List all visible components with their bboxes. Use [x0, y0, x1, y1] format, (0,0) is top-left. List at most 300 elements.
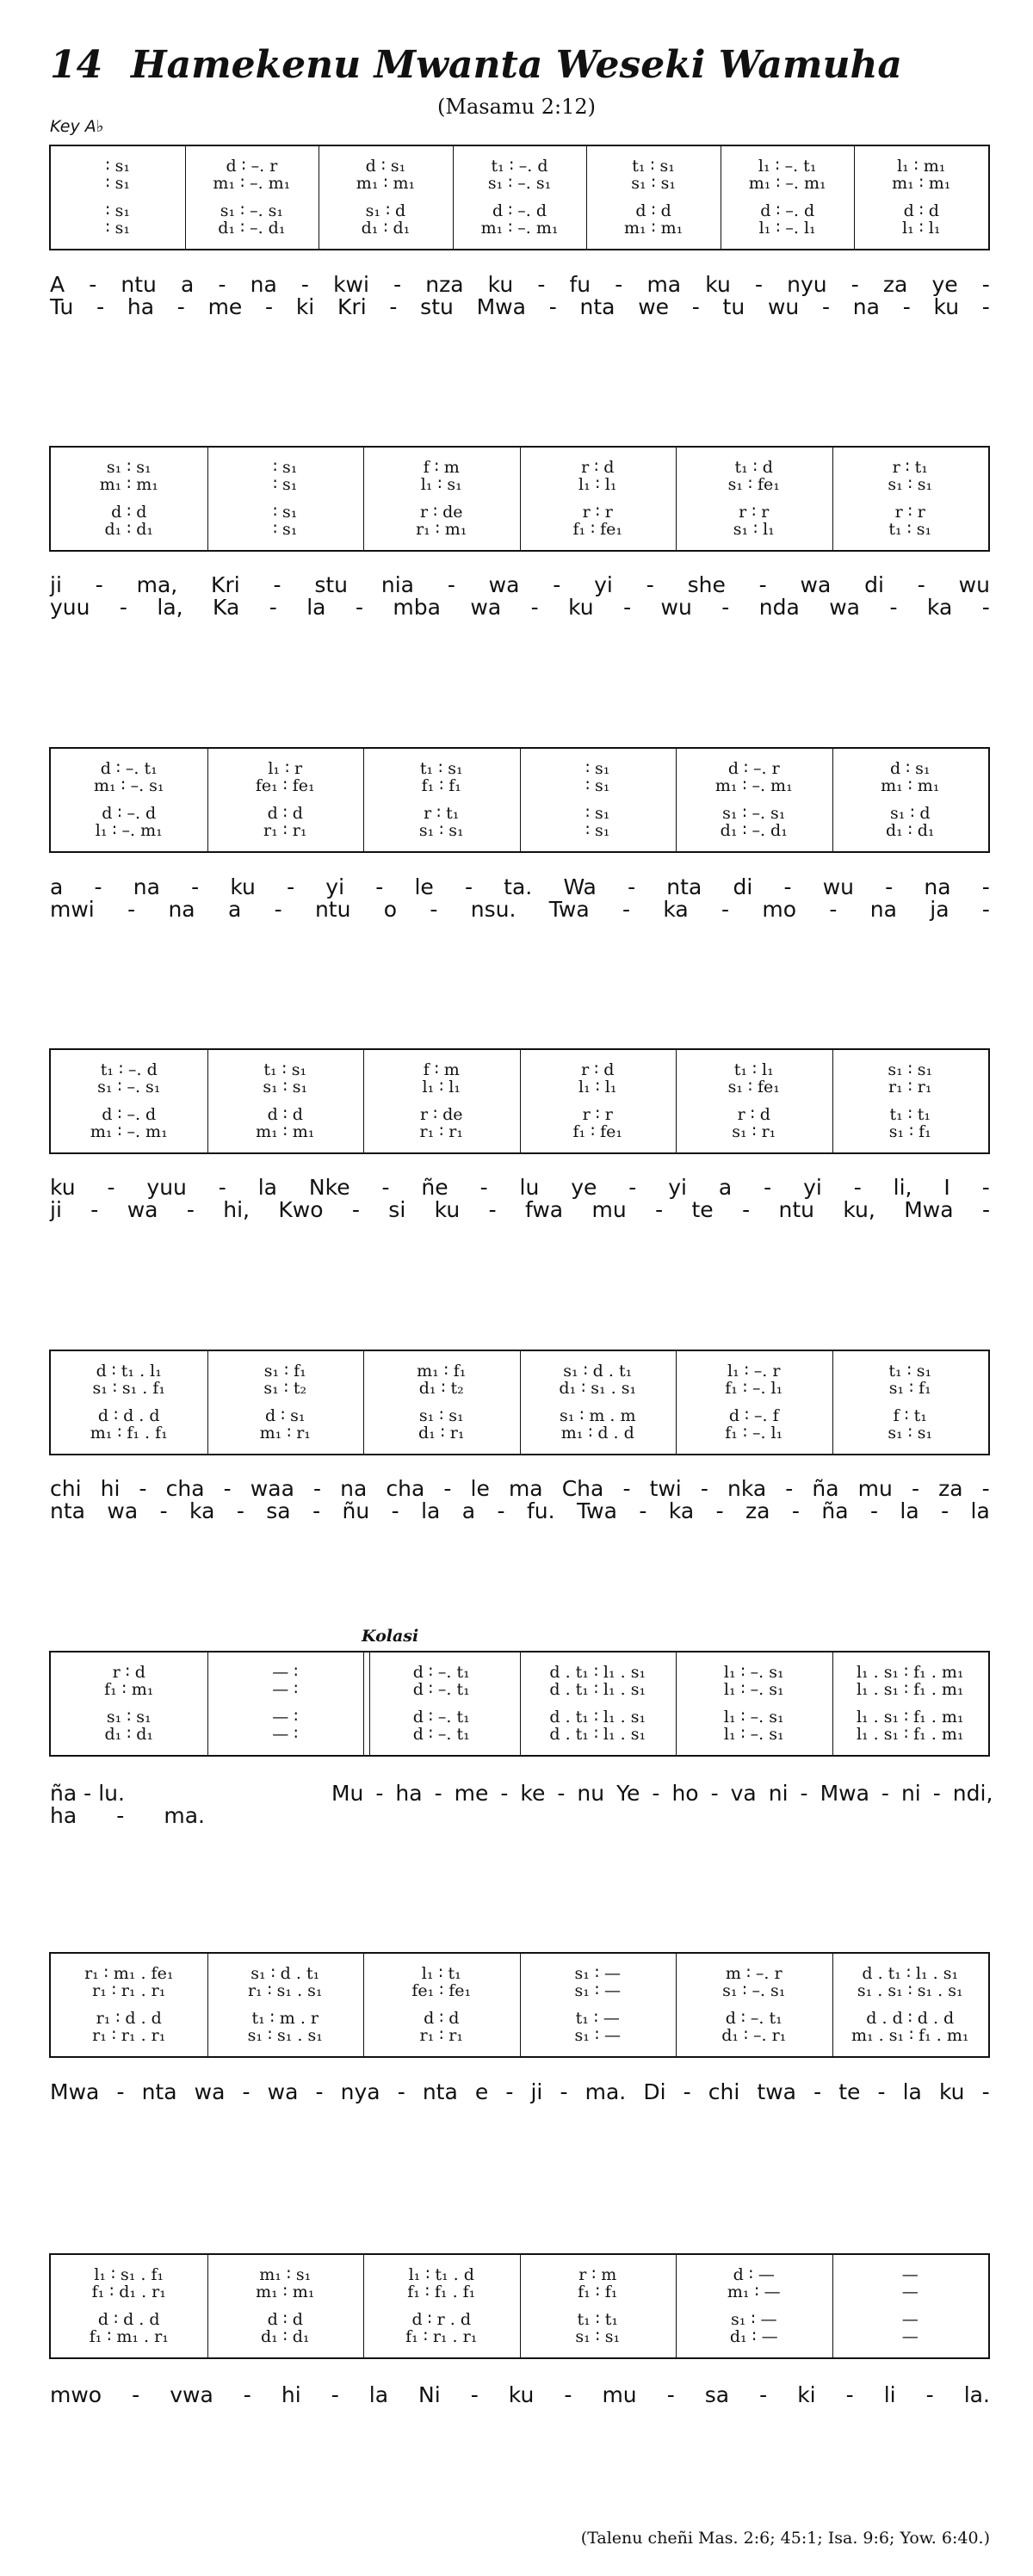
lyric-syllable: ni	[768, 1781, 789, 1806]
lyric-syllable: ma,	[136, 572, 178, 597]
measure-notes: r ∶ de	[419, 503, 463, 522]
lyric-syllable: nu	[577, 1781, 605, 1806]
lyric-syllable: kwi	[333, 272, 369, 297]
voice-line	[51, 2011, 988, 2027]
lyric-syllable: -	[981, 1175, 990, 1200]
measure-notes: d . t₁ ∶ l₁ . s₁	[549, 1725, 646, 1744]
lyric-syllable: o	[383, 897, 398, 922]
measure-notes: m₁ ∶ –. m₁	[748, 174, 826, 193]
measure-notes: s₁ ∶ m . m	[559, 1406, 636, 1425]
lyric-syllable: -	[557, 1781, 566, 1806]
lyric-line	[50, 1781, 993, 1806]
measure-notes: l₁ ∶ –. t₁	[758, 157, 817, 176]
lyric-syllable: la	[306, 595, 326, 620]
voice-line	[51, 1709, 988, 1726]
lyric-syllable: Mu	[331, 1781, 364, 1806]
lyric-syllable: -	[391, 1498, 399, 1523]
lyric-syllable: -	[623, 595, 632, 620]
notation-system	[49, 1952, 990, 2058]
lyric-syllable: -	[505, 2079, 514, 2104]
lyric-syllable: -	[932, 1781, 941, 1806]
lyric-syllable: -	[622, 897, 631, 922]
lyric-syllable: Twa	[577, 1498, 617, 1523]
measure-notes: d ∶ –. d	[760, 201, 815, 220]
lyric-line	[50, 1177, 990, 1198]
measure-notes: fe₁ ∶ fe₁	[255, 776, 315, 795]
measure-notes: d ∶ d	[635, 201, 671, 220]
lyric-syllable: -	[84, 1781, 92, 1806]
measure-notes: r₁ ∶ s₁ . s₁	[247, 1981, 323, 2000]
lyric-syllable: she	[687, 572, 726, 597]
lyric-syllable: Ni	[418, 2382, 441, 2407]
measure-notes: ∶ s₁	[585, 804, 610, 823]
lyric-syllable: yuu	[146, 1175, 187, 1200]
lyric-syllable: nta	[666, 874, 702, 899]
lyric-syllable: -	[381, 1175, 390, 1200]
lyric-syllable: -	[639, 1498, 647, 1523]
lyric-syllable: wa	[194, 2079, 226, 2104]
measure-notes: f₁ ∶ fe₁	[572, 1122, 623, 1141]
measure-notes: f₁ ∶ f₁ . f₁	[407, 2283, 476, 2301]
measure-notes: s₁ ∶ fe₁	[727, 1078, 780, 1096]
voice-line	[51, 1966, 988, 1982]
measure-notes: d ∶ d	[267, 2310, 303, 2329]
lyric-syllable: Mwa	[820, 1781, 869, 1806]
measure-notes: s₁ ∶ s₁	[888, 1060, 933, 1079]
voice-line	[51, 806, 988, 822]
measure-notes: r ∶ r	[894, 503, 925, 522]
lyric-syllable: -	[479, 1175, 488, 1200]
lyric-line	[50, 274, 990, 295]
measure-notes: r ∶ d	[112, 1663, 145, 1682]
measure-notes: d ∶ –. t₁	[412, 1680, 470, 1699]
lyric-syllable: yuu	[50, 595, 90, 620]
lyric-syllable: -	[925, 2382, 934, 2407]
lyric-syllable: na	[168, 897, 195, 922]
measure-notes: l₁ ∶ t₁	[421, 1964, 461, 1983]
measure-notes: r₁ ∶ r₁	[888, 1078, 932, 1096]
lyric-syllable: -	[537, 272, 546, 297]
measure-notes: s₁ ∶ s₁	[418, 1406, 464, 1425]
lyric-syllable: ji	[50, 1197, 62, 1222]
measure-notes: l₁ ∶ s₁	[420, 475, 462, 494]
lyric-syllable: yi	[803, 1175, 822, 1200]
measure-notes: t₁ ∶ –. d	[100, 1060, 158, 1079]
lyric-syllable: stu	[420, 294, 454, 319]
measure-notes: s₁ ∶ s₁	[106, 1708, 152, 1727]
lyric-syllable: la.	[963, 2382, 990, 2407]
lyric-syllable: ku	[230, 874, 256, 899]
lyric-syllable: wa	[829, 595, 861, 620]
lyric-syllable: -	[119, 595, 127, 620]
voice-line	[51, 477, 988, 493]
lyric-syllable: cha	[165, 1476, 205, 1501]
lyric-line	[50, 574, 990, 596]
measure-notes: m₁ ∶ m₁	[256, 2283, 315, 2301]
measure-notes: m₁ ∶ s₁	[259, 2265, 312, 2284]
measure-notes: ∶ s₁	[585, 759, 610, 778]
measure-notes: ∶ s₁	[105, 157, 130, 176]
lyric-syllable: la	[257, 1175, 277, 1200]
lyric-syllable: -	[89, 272, 97, 297]
measure-notes: d . d ∶ d . d	[866, 2009, 955, 2028]
lyric-syllable: wu	[958, 572, 990, 597]
measure-notes: m₁ ∶ m₁	[356, 174, 416, 193]
lyric-syllable: le	[470, 1476, 490, 1501]
measure-notes: m₁ ∶ –. m₁	[480, 219, 559, 238]
measure-notes: t₁ ∶ s₁	[888, 1362, 932, 1381]
voice-line	[51, 504, 988, 521]
lyric-syllable: waa	[250, 1476, 294, 1501]
measure-notes: l₁ ∶ l₁	[422, 1078, 461, 1096]
lyric-syllable: Mwa	[476, 294, 526, 319]
lyric-syllable: -	[312, 1476, 322, 1501]
chorus-label: Kolasi	[362, 1627, 419, 1646]
hymn-number: 14	[50, 43, 103, 87]
lyric-syllable: hi	[281, 2382, 301, 2407]
measure-notes: r₁ ∶ m₁	[416, 520, 467, 539]
lyric-syllable: ha	[127, 294, 155, 319]
lyric-line	[50, 876, 990, 898]
lyric-syllable: te	[838, 2079, 861, 2104]
lyric-syllable: mba	[393, 595, 441, 620]
lyric-syllable: ku	[938, 2079, 965, 2104]
lyric-syllable: -	[560, 2079, 568, 2104]
lyric-syllable: -	[186, 1197, 195, 1222]
lyric-syllable: a	[50, 874, 64, 899]
lyric-syllable: ki	[295, 294, 315, 319]
measure-notes: s₁ ∶ –. s₁	[97, 1078, 161, 1096]
measure-notes: l₁ ∶ s₁ . f₁	[94, 2265, 164, 2284]
lyric-syllable: ka	[668, 1498, 695, 1523]
lyric-syllable: lu	[519, 1175, 540, 1200]
lyric-syllable: -	[981, 1476, 990, 1501]
measure-notes: t₁ ∶ s₁	[263, 1060, 307, 1079]
measure-notes: — ∶	[272, 1663, 299, 1682]
measure-notes: f₁ ∶ fe₁	[572, 520, 623, 539]
lyric-syllable: -	[783, 874, 792, 899]
lyric-syllable: wa	[267, 2079, 299, 2104]
lyric-syllable: ntu	[121, 272, 157, 297]
lyric-syllable: si	[388, 1197, 406, 1222]
lyric-syllable: la	[900, 1498, 919, 1523]
lyric-syllable: -	[853, 1175, 862, 1200]
lyric-syllable: -	[236, 1498, 244, 1523]
lyric-syllable: -	[375, 874, 384, 899]
lyric-syllable: nza	[425, 272, 464, 297]
lyric-syllable: -	[615, 272, 623, 297]
lyric-syllable: -	[700, 1476, 708, 1501]
lyric-syllable: wu	[660, 595, 692, 620]
lyric-syllable: -	[96, 294, 105, 319]
voice-line	[51, 1727, 988, 1743]
voice-line	[51, 1983, 988, 1999]
lyric-syllable: ka	[663, 897, 689, 922]
measure-notes: d ∶ d	[267, 804, 303, 823]
lyric-syllable: Mwa	[50, 2079, 100, 2104]
measure-notes: s₁ ∶ s₁	[631, 174, 676, 193]
measure-notes: ∶ s₁	[273, 520, 298, 539]
voice-line	[51, 522, 988, 538]
measure-notes: s₁ ∶ s₁	[888, 1424, 933, 1442]
measure-notes: d ∶ d	[903, 201, 939, 220]
voice-line	[51, 2329, 988, 2345]
lyric-syllable: hi,	[223, 1197, 250, 1222]
measure-notes: s₁ ∶ —	[574, 2026, 621, 2045]
key-signature: Key A♭	[50, 117, 104, 136]
lyric-syllable: Kri	[337, 294, 367, 319]
measure-notes: ∶ s₁	[585, 821, 610, 840]
measure-notes: l₁ ∶ l₁	[578, 475, 617, 494]
lyric-syllable: -	[829, 897, 838, 922]
measure-notes: l₁ ∶ –. l₁	[758, 219, 816, 238]
measure-notes: d ∶ s₁	[365, 157, 406, 176]
lyric-syllable: hi	[100, 1476, 121, 1501]
measure-notes: s₁ ∶ d	[365, 201, 406, 220]
lyric-syllable: Wa	[563, 874, 597, 899]
measure-notes: s₁ ∶ s₁	[263, 1078, 308, 1096]
lyric-syllable: -	[710, 1781, 719, 1806]
lyric-syllable: wa	[470, 595, 502, 620]
measure-notes: d ∶ –. d	[492, 201, 547, 220]
lyric-syllable: ku	[933, 294, 960, 319]
measure-notes: d₁ ∶ r₁	[418, 1424, 465, 1442]
measure-notes: d₁ ∶ –. d₁	[218, 219, 286, 238]
measure-notes: d . t₁ ∶ l₁ . s₁	[549, 1680, 646, 1699]
measure-notes: s₁ ∶ —	[731, 2310, 777, 2329]
measure-notes: s₁ ∶ l₁	[733, 520, 775, 539]
measure-notes: d ∶ d	[424, 2009, 460, 2028]
measure-notes: l₁ ∶ r	[268, 759, 303, 778]
lyric-syllable: -	[902, 294, 911, 319]
notation-system	[49, 446, 990, 552]
lyric-syllable: yi	[668, 1175, 687, 1200]
measure-notes: s₁ ∶ s₁	[575, 2327, 621, 2346]
lyric-syllable: -	[274, 897, 282, 922]
measure-notes: s₁ ∶ s₁ . s₁	[247, 2026, 323, 2045]
lyric-syllable: -	[127, 897, 136, 922]
lyric-syllable: -	[981, 272, 990, 297]
lyric-syllable: wa	[800, 572, 832, 597]
lyric-syllable: -	[683, 2079, 691, 2104]
notation-system	[49, 2253, 990, 2359]
measure-notes: l₁ . s₁ ∶ f₁ . m₁	[856, 1708, 964, 1727]
measure-notes: l₁ ∶ –. s₁	[723, 1725, 784, 1744]
measure-notes: d₁ ∶ –. d₁	[720, 821, 788, 840]
lyric-syllable: ye	[571, 1175, 597, 1200]
lyric-syllable: -	[851, 272, 859, 297]
lyric-syllable: -	[389, 294, 398, 319]
lyric-syllable: nsu.	[470, 897, 516, 922]
lyric-syllable: -	[242, 2079, 251, 2104]
lyric-syllable: ha	[50, 1803, 77, 1828]
measure-notes: l₁ ∶ l₁	[578, 1078, 617, 1096]
measure-notes: r₁ ∶ r₁	[419, 1122, 463, 1141]
lyric-syllable: -	[721, 595, 730, 620]
lyric-syllable: -	[218, 1175, 226, 1200]
lyric-syllable: Tu	[50, 294, 74, 319]
measure-notes: s₁ ∶ t₂	[263, 1379, 307, 1398]
voice-line	[51, 158, 988, 175]
lyric-syllable: -	[754, 272, 763, 297]
lyric-syllable: -	[877, 2079, 886, 2104]
lyric-syllable: wu	[822, 874, 854, 899]
lyric-syllable: -	[300, 272, 309, 297]
lyric-syllable: nta	[422, 2079, 458, 2104]
measure-notes: t₁ ∶ d	[734, 458, 773, 477]
voice-line	[51, 460, 988, 476]
lyric-syllable: -	[218, 272, 226, 297]
measure-notes: l₁ ∶ –. r	[727, 1362, 781, 1381]
measure-notes: fe₁ ∶ fe₁	[411, 1981, 472, 2000]
lyric-syllable: ku	[568, 595, 594, 620]
lyric-syllable: -	[791, 1498, 800, 1523]
measure-notes: d ∶ –. t₁	[100, 759, 158, 778]
measure-notes: s₁ ∶ f₁	[263, 1362, 306, 1381]
measure-notes: r ∶ d	[581, 458, 615, 477]
lyric-syllable: na	[869, 897, 897, 922]
measure-notes: r₁ ∶ r₁	[419, 2026, 463, 2045]
lyric-syllable: -	[159, 1498, 168, 1523]
lyric-syllable: di	[864, 572, 884, 597]
lyric-line	[50, 2081, 990, 2103]
lyric-syllable: li	[883, 2382, 896, 2407]
measure-notes: t₁ ∶ l₁	[733, 1060, 774, 1079]
measure-notes: s₁ ∶ f₁	[888, 1122, 931, 1141]
measure-notes: t₁ ∶ —	[575, 2009, 620, 2028]
measure-notes: l₁ . s₁ ∶ f₁ . m₁	[856, 1663, 964, 1682]
measure-notes: ∶ s₁	[105, 219, 130, 238]
lyric-syllable: -	[800, 1781, 808, 1806]
voice-line	[51, 1381, 988, 1397]
measure-notes: l₁ ∶ –. m₁	[95, 821, 163, 840]
measure-notes: t₁ ∶ t₁	[889, 1105, 931, 1124]
lyric-syllable: ku	[487, 272, 514, 297]
lyric-syllable: mwo	[50, 2382, 102, 2407]
measure-notes: f ∶ m	[423, 1060, 460, 1079]
lyric-syllable: nya	[340, 2079, 380, 2104]
lyric-syllable: -	[443, 1476, 452, 1501]
lyric-syllable: di	[733, 874, 753, 899]
lyric-syllable: twa	[757, 2079, 796, 2104]
lyric-syllable: -	[223, 1476, 232, 1501]
lyric-syllable: stu	[314, 572, 349, 597]
lyric-line	[50, 1199, 990, 1220]
measure-notes: l₁ ∶ l₁	[902, 219, 941, 238]
lyric-syllable: -	[430, 897, 438, 922]
lyric-syllable: ji	[50, 572, 62, 597]
lyric-syllable: -	[764, 1175, 772, 1200]
measure-notes: d ∶ –. t₁	[412, 1663, 470, 1682]
lyric-syllable: a	[461, 1498, 476, 1523]
footer-references: (Talenu cheñi Mas. 2:6; 45:1; Isa. 9:6; Yow. 6:40.)	[580, 2529, 990, 2548]
measure-notes: ∶ s₁	[273, 458, 298, 477]
measure-notes: d₁ ∶ –. r₁	[721, 2026, 787, 2045]
measure-notes: l₁ ∶ –. s₁	[723, 1708, 784, 1727]
lyric-line	[50, 596, 990, 618]
lyric-syllable: sa	[266, 1498, 291, 1523]
lyric-syllable: -	[981, 1197, 990, 1222]
lyric-syllable: ta.	[504, 874, 533, 899]
measure-notes: s₁ ∶ r₁	[732, 1122, 776, 1141]
measure-notes: — ∶	[272, 1708, 299, 1727]
measure-notes: d ∶ s₁	[264, 1406, 306, 1425]
lyric-syllable: -	[666, 2382, 675, 2407]
lyric-syllable: -	[691, 294, 700, 319]
measure-notes: m₁ ∶ —	[727, 2283, 781, 2301]
measure-notes: r ∶ r	[582, 503, 613, 522]
measure-notes: m₁ . s₁ ∶ f₁ . m₁	[851, 2026, 969, 2045]
measure-notes: f₁ ∶ –. l₁	[725, 1424, 783, 1442]
measure-notes: f₁ ∶ f₁	[421, 776, 461, 795]
measure-notes: m₁ ∶ m₁	[623, 219, 684, 238]
lyric-syllable: -	[176, 294, 185, 319]
lyric-syllable: Twa	[548, 897, 590, 922]
lyric-syllable: ña	[821, 1498, 849, 1523]
measure-notes: d ∶ d	[111, 503, 147, 522]
voice-line	[51, 1408, 988, 1424]
measure-notes: d₁ ∶ t₂	[418, 1379, 464, 1398]
lyric-syllable: a	[227, 897, 242, 922]
lyric-syllable: -	[351, 1197, 360, 1222]
measure-notes: m ∶ –. r	[725, 1964, 782, 1983]
lyric-syllable: lu.	[98, 1781, 125, 1806]
lyric-syllable: nta	[141, 2079, 177, 2104]
measure-notes: f₁ ∶ r₁ . r₁	[405, 2327, 478, 2346]
lyric-syllable: Nke	[308, 1175, 350, 1200]
lyric-syllable: la	[368, 2382, 389, 2407]
measure-notes: m₁ ∶ m₁	[892, 174, 951, 193]
lyric-syllable: -	[497, 1498, 505, 1523]
lyric-syllable: ku	[434, 1197, 461, 1222]
lyric-syllable: Kri	[211, 572, 240, 597]
lyric-syllable: ki	[797, 2382, 816, 2407]
lyric-syllable: nia	[380, 572, 414, 597]
lyric-syllable: -	[742, 1197, 751, 1222]
voice-line	[51, 1682, 988, 1698]
measure-notes: s₁ ∶ –. s₁	[722, 1981, 786, 2000]
measure-notes: m₁ ∶ r₁	[259, 1424, 311, 1442]
measure-notes: s₁ ∶ d . t₁	[251, 1964, 320, 1983]
lyric-syllable: chi	[50, 1476, 82, 1501]
lyric-syllable: -	[981, 897, 990, 922]
measure-notes: s₁ ∶ fe₁	[727, 475, 780, 494]
lyric-syllable: ha	[395, 1781, 423, 1806]
measure-notes: r ∶ t₁	[892, 458, 928, 477]
measure-notes: s₁ ∶ s₁ . f₁	[92, 1379, 166, 1398]
lyric-syllable: wa	[107, 1498, 139, 1523]
measure-notes: ∶ s₁	[273, 503, 298, 522]
lyric-syllable: fu.	[526, 1498, 555, 1523]
measure-notes: l₁ ∶ –. s₁	[723, 1680, 784, 1699]
lyric-syllable: -	[889, 595, 898, 620]
lyric-syllable: -	[845, 2382, 854, 2407]
measure-notes: —	[901, 2265, 919, 2284]
measure-notes: r₁ ∶ r₁ . r₁	[92, 1981, 166, 2000]
measure-notes: s₁ ∶ f₁	[888, 1379, 931, 1398]
lyric-syllable: Cha	[561, 1476, 604, 1501]
lyric-syllable: sa	[704, 2382, 730, 2407]
measure-notes: s₁ ∶ –. s₁	[220, 201, 284, 220]
measure-notes: s₁ . s₁ ∶ s₁ . s₁	[857, 1981, 963, 2000]
lyric-syllable: la,	[157, 595, 183, 620]
lyric-syllable: la	[902, 2079, 922, 2104]
measure-notes: r₁ ∶ m₁ . fe₁	[84, 1964, 174, 1983]
lyric-syllable: mwi	[50, 897, 95, 922]
lyric-syllable: -	[715, 1498, 724, 1523]
lyric-syllable: -	[116, 2079, 125, 2104]
measure-notes: t₁ ∶ s₁	[419, 759, 463, 778]
